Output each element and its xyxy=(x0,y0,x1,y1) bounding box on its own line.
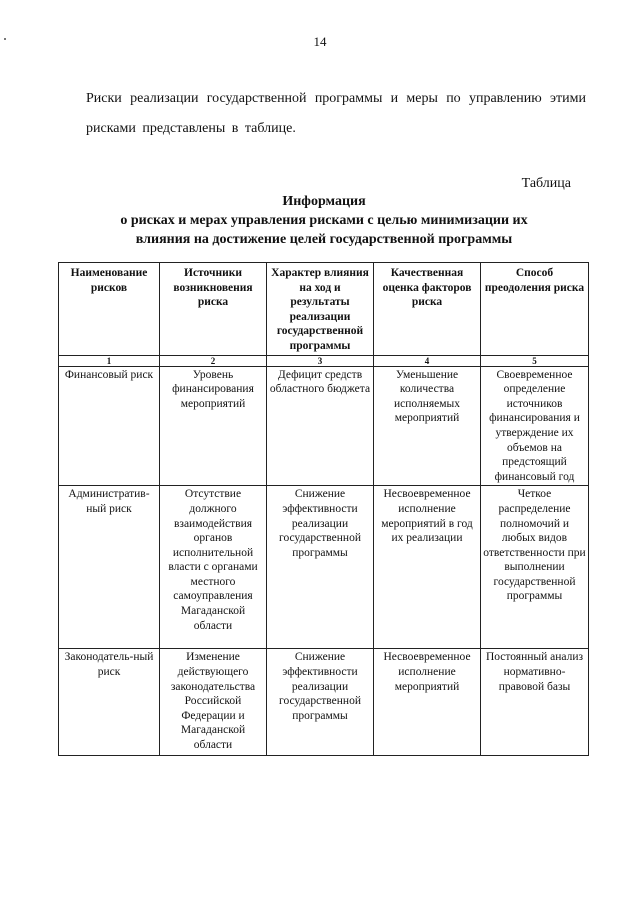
table-row xyxy=(59,649,589,756)
table-row xyxy=(59,486,589,649)
risk-table xyxy=(58,262,589,756)
header-assessment: Качественная оценка факторов риска xyxy=(374,263,481,356)
table-title xyxy=(60,192,588,249)
table-cell: Четкое распределение полномочий и любых видов ответственности при выполнении государственной программы xyxy=(481,486,589,649)
table-cell: Уменьшение количества исполняемых мероприятий xyxy=(374,366,481,486)
title-line-1: Информация xyxy=(282,194,366,209)
table-row xyxy=(59,366,589,486)
table-cell: Своевременное определение источников финансирования и утверждение их объемов на предстоящий финансовый год xyxy=(481,366,589,486)
table-caption: Таблица xyxy=(521,176,571,191)
column-number: 2 xyxy=(160,355,267,366)
table-cell: Административ-ный риск xyxy=(59,486,160,649)
intro-paragraph: Риски реализации государственной программы и меры по управлению этими рисками представлены в таблице. xyxy=(86,91,586,136)
column-number-row xyxy=(59,355,589,366)
column-number: 1 xyxy=(59,355,160,366)
header-impact: Характер влияния на ход и результаты реализации государственной программы xyxy=(267,263,374,356)
table-cell: Снижение эффективности реализации государственной программы xyxy=(267,649,374,756)
header-risk-name: Наименование рисков xyxy=(59,263,160,356)
table-cell: Отсутствие должного взаимодействия органов исполнительной власти с органами местного самоуправления Магаданской области xyxy=(160,486,267,649)
header-risk-source: Источники возникновения риска xyxy=(160,263,267,356)
header-row xyxy=(59,263,589,356)
table-cell: Изменение действующего законодательства Российской Федерации и Магаданской области xyxy=(160,649,267,756)
table-cell: Дефицит средств областного бюджета xyxy=(267,366,374,486)
table-cell: Несвоевременное исполнение мероприятий xyxy=(374,649,481,756)
header-mitigation: Способ преодоления риска xyxy=(481,263,589,356)
title-line-2: о рисках и мерах управления рисками с целью минимизации их xyxy=(120,213,528,228)
table-cell: Постоянный анализ нормативно-правовой базы xyxy=(481,649,589,756)
column-number: 4 xyxy=(374,355,481,366)
table-cell: Уровень финансирования мероприятий xyxy=(160,366,267,486)
table-cell: Законодатель-ный риск xyxy=(59,649,160,756)
table-cell: Финансовый риск xyxy=(59,366,160,486)
title-line-3: влияния на достижение целей государственной программы xyxy=(135,232,513,247)
table-cell: Снижение эффективности реализации государственной программы xyxy=(267,486,374,649)
page-number: 14 xyxy=(313,34,327,49)
column-number: 5 xyxy=(481,355,589,366)
column-number: 3 xyxy=(267,355,374,366)
table-cell: Несвоевременное исполнение мероприятий в год их реализации xyxy=(374,486,481,649)
